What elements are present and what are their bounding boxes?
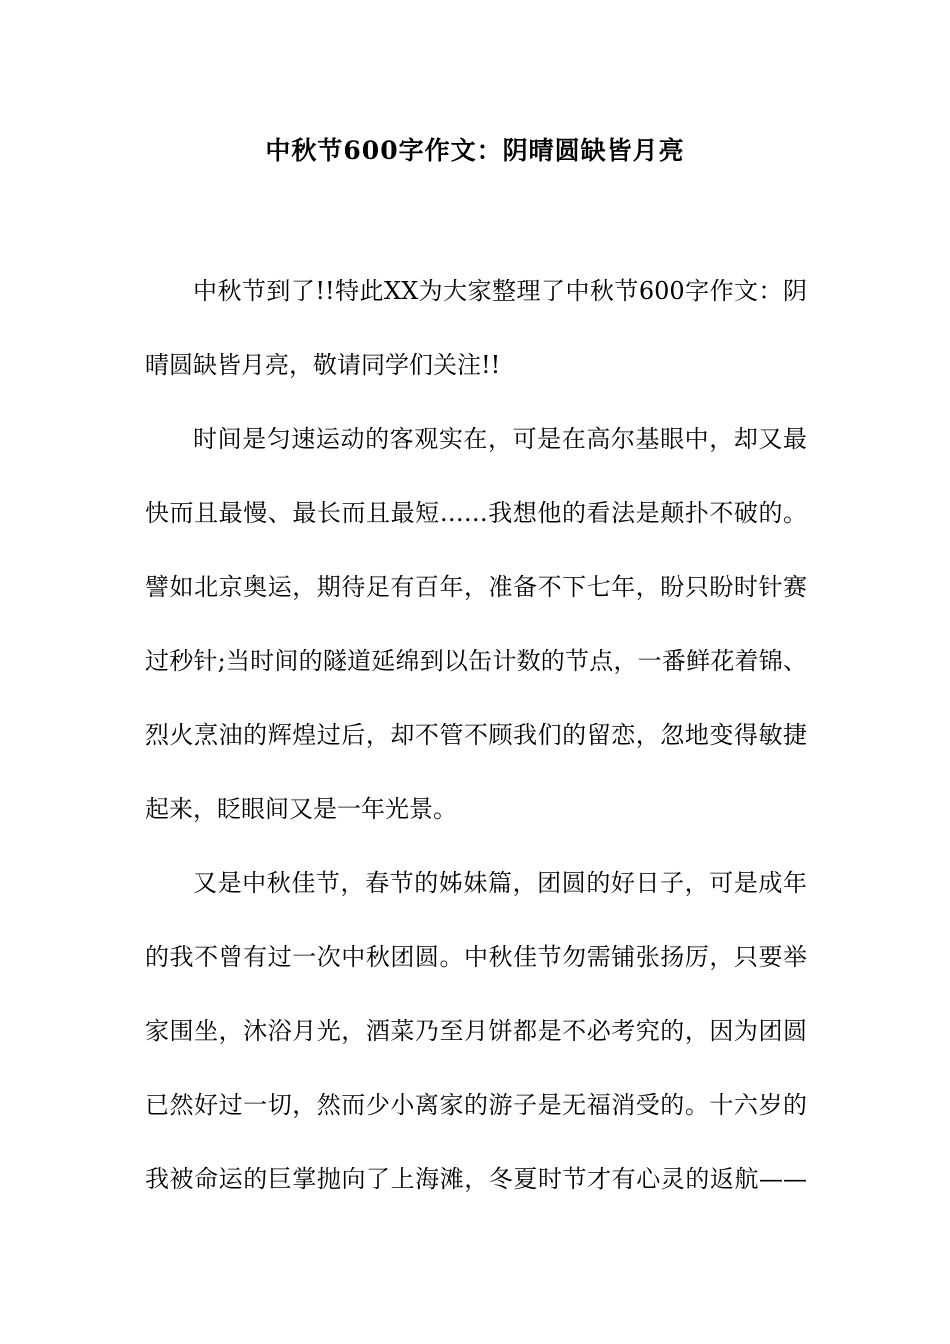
paragraph-line: 家围坐，沐浴月光，酒菜乃至月饼都是不必考究的，因为团圆 — [145, 1017, 807, 1045]
paragraph-line: 过秒针;当时间的隧道延绵到以缶计数的节点，一番鲜花着锦、 — [145, 647, 807, 675]
paragraph-line: 快而且最慢、最长而且最短……我想他的看法是颠扑不破的。 — [145, 499, 807, 527]
paragraph-line: 时间是匀速运动的客观实在，可是在高尔基眼中，却又最 — [193, 425, 807, 453]
paragraph-line: 中秋节到了!!特此XX为大家整理了中秋节600字作文：阴 — [193, 277, 807, 305]
document-body — [145, 254, 807, 1216]
paragraph-line: 烈火烹油的辉煌过后，却不管不顾我们的留恋，忽地变得敏捷 — [145, 721, 807, 749]
paragraph-line: 的我不曾有过一次中秋团圆。中秋佳节勿需铺张扬厉，只要举 — [145, 943, 807, 971]
paragraph-line: 晴圆缺皆月亮，敬请同学们关注!! — [145, 351, 501, 379]
paragraph-line: 起来，眨眼间又是一年光景。 — [145, 795, 457, 823]
paragraph-line: 已然好过一切，然而少小离家的游子是无福消受的。十六岁的 — [145, 1091, 807, 1119]
document-title: 中秋节600字作文：阴晴圆缺皆月亮 — [265, 136, 685, 165]
paragraph-line: 譬如北京奥运，期待足有百年，准备不下七年，盼只盼时针赛 — [145, 573, 807, 601]
paragraph-line: 我被命运的巨掌抛向了上海滩，冬夏时节才有心灵的返航—— — [145, 1165, 807, 1193]
paragraph-line: 又是中秋佳节，春节的姊妹篇，团圆的好日子，可是成年 — [193, 869, 807, 897]
